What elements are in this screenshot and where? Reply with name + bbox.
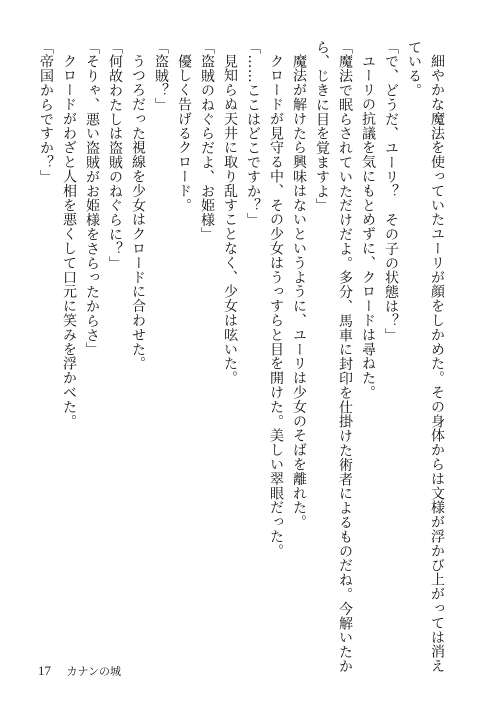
text-line: うつろだった視線を少女はクロードに合わせた。	[130, 54, 146, 371]
page-number: 17	[38, 663, 51, 678]
text-line: ユーリの抗議を気にもとめずに、クロードは尋ねた。	[360, 54, 376, 400]
text-line: ら、じきに目を覚ますよ」	[314, 40, 330, 213]
text-line: 「魔法で眠らされていただけだよ。多分、馬車に封印を仕掛けた術者によるものだね。今解いたか	[337, 40, 353, 674]
text-line: クロードがわざと人相を悪くして口元に笑みを浮かべた。	[61, 54, 77, 429]
text-line: 「盗賊のねぐらだよ、お姫様」	[199, 40, 215, 242]
text-line: 「何故わたしは盗賊のねぐらに？」	[107, 40, 123, 271]
text-line: 「帝国からですか？」	[38, 40, 54, 184]
text-line: 「で、どうだ、ユーリ？ その子の状態は？」	[383, 40, 399, 343]
book-title: カナンの城	[66, 665, 121, 678]
page-footer	[38, 663, 121, 679]
text-line: 細やかな魔法を使っていたユーリが顔をしかめた。その身体からは文様が浮かび上がっては消え	[429, 54, 445, 674]
text-line: 「……ここはどこですか？」	[245, 40, 261, 228]
text-line: ている。	[406, 40, 422, 98]
text-line: クロードが見守る中、その少女はうっすらと目を開けた。美しい翠眼だった。	[268, 54, 284, 558]
text-line: 見知らぬ天井に取り乱すことなく、少女は呟いた。	[222, 54, 238, 386]
text-line: 「盗賊？」	[153, 40, 169, 112]
text-line: 優しく告げるクロード。	[176, 54, 192, 213]
text-line: 「そりゃ、悪い盗賊がお姫様をさらったからさ」	[84, 40, 100, 357]
text-line: 魔法が解けたら興味はないというように、ユーリは少女のそばを離れた。	[291, 54, 307, 530]
